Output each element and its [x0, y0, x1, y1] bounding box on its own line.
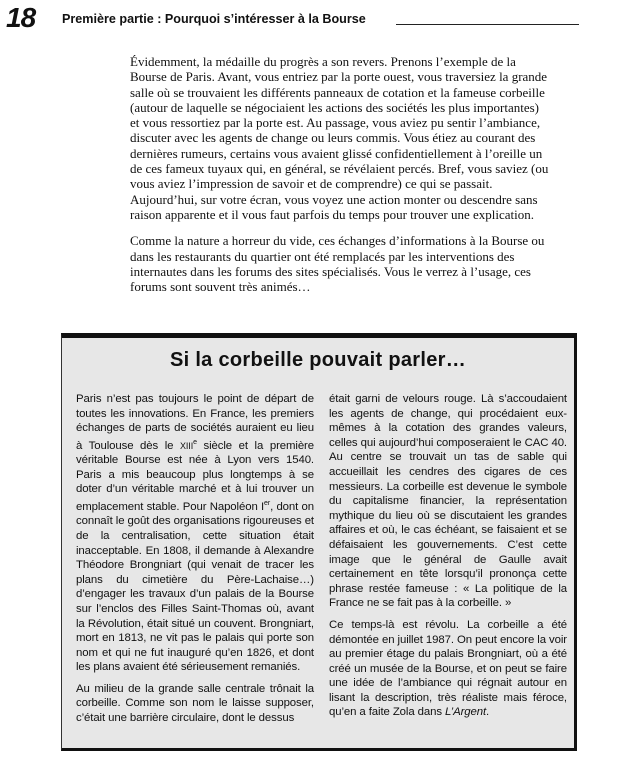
sidebar-paragraph: Au milieu de la grande salle centrale trônait la corbeille. Comme son nom le laisse supposer, c’était une barrière circulaire, dont le dessus — [76, 682, 314, 725]
running-title: Première partie : Pourquoi s’intéresser à la Bourse — [62, 12, 366, 26]
sidebar-paragraph: Paris n’est pas toujours le point de départ de toutes les innovations. En France, les premiers échanges de parts de sociétés auraient eu lieu à Toulouse dès le XIIIe siècle et la première véritable Bourse est née à Lyon vers 1540. Paris a mis beaucoup plus longtemps à se doter d’un véritable marché et à lui trouver un emplacement stable. Pour Napoléon Ier, dont on connaît le goût des organisations rigoureuses et de la centralisation, cette situation était inacceptable. En 1808, il demande à Alexandre Théodore Brongniart (qui venait de tracer les plans du cimetière du Père-Lachaise…) d’engager les travaux d’un palais de la Bourse sur l’enclos des Filles Saint-Thomas où, avant la Révolution, était situé un couvent. Brongniart, mort en 1813, ne vit pas le palais qui porte son nom et qui ne fut inauguré qu’en 1826, et dont les plans avaient été sérieusement remaniés. — [76, 393, 314, 674]
book-title: L’Argent — [445, 706, 487, 719]
sidebar-paragraph: Ce temps-là est révolu. La corbeille a été démontée en juillet 1987. On peut encore la voir au premier étage du palais Brongniart, où a été créé un musée de la Bourse, et on peut se faire une idée de l’ambiance qui régnait autour en lisant la description, très réaliste mais féroce, qu’en a faite Zola dans L’Argent. — [329, 618, 567, 719]
page-number: 18 — [6, 2, 36, 33]
sidebar-column-right — [329, 392, 567, 727]
header-rule — [396, 24, 579, 25]
body-paragraph: Évidemment, la médaille du progrès a son revers. Prenons l’exemple de la Bourse de Paris. Avant, vous entriez par la porte ouest, vous traversiez la grande salle où se trouvaient les différents panneaux de cotation et la fameuse corbeille (autour de laquelle se négociaient les actions des sociétés les plus importantes) et vous ressortiez par la porte est. Au passage, vous aviez pu sentir l’ambiance, discuter avec les agents de change ou leurs commis. Vous étiez au courant des dernières rumeurs, certains vous avaient glissé confidentiellement à l’oreille un de ces fameux tuyaux qui, en général, se révélaient percés. Bref, vous saviez (ou vous aviez l’impression de savoir et de comprendre) ce qui se passait. Aujourd’hui, sur votre écran, vous voyez une action monter ou descendre sans raison apparente et il vous faut parfois du temps pour trouver une explication. — [130, 54, 549, 222]
sidebar-column-left — [76, 392, 314, 733]
body-paragraph: Comme la nature a horreur du vide, ces échanges d’informations à la Bourse ou dans les restaurants du quartier ont été remplacés par les interventions des internautes dans les forums des sites spécialisés. Vous le verrez à l’usage, ces forums sont souvent très animés… — [130, 233, 545, 295]
century-numeral: XIII — [180, 440, 194, 451]
page-header — [0, 0, 627, 40]
body-text — [130, 54, 550, 305]
sidebar-box — [61, 333, 577, 751]
sidebar-paragraph: était garni de velours rouge. Là s’accoudaient les agents de change, qui procédaient eux-mêmes à la cotation des grandes valeurs, celles qui aujourd’hui composeraient le CAC 40. Au centre se trouvait un tas de sable qui accueillait les cendres des cigares de ces messieurs. La corbeille est devenue le symbole du capitalisme financier, la représentation mythique du lieu où se discutaient les grandes affaires et où, le cas échéant, se faisaient et se défaisaient les gouvernements. C’est cette image que le général de Gaulle avait certainement en tête lorsqu’il prononça cette phrase restée fameuse : « La politique de la France ne se fait pas à la corbeille. » — [329, 393, 567, 610]
sidebar-title: Si la corbeille pouvait parler… — [169, 349, 467, 371]
